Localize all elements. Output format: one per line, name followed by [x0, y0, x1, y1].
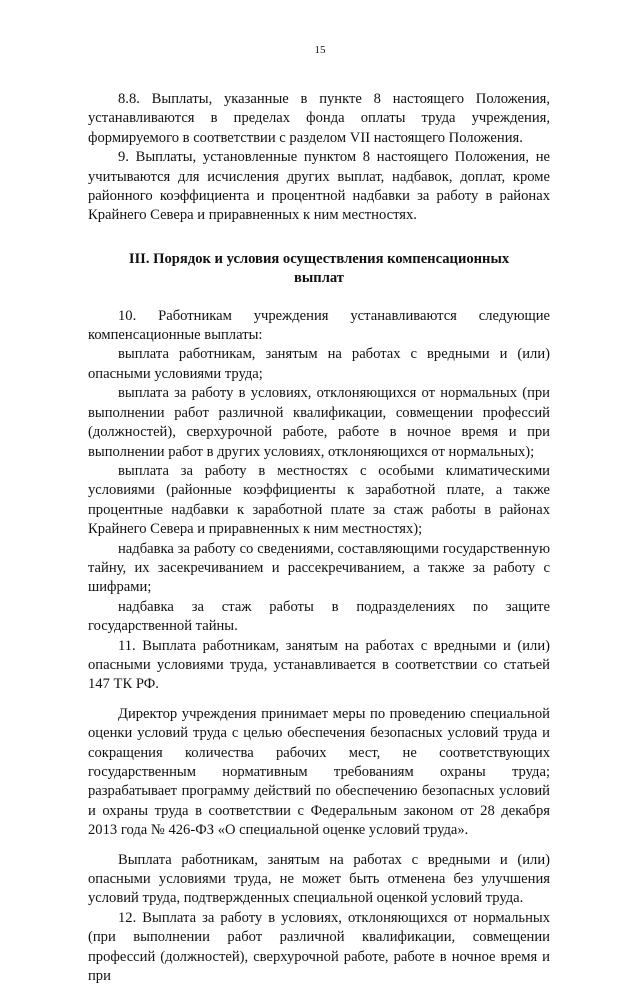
page-number: 15 — [314, 44, 326, 56]
section-heading: III. Порядок и условия осуществления компенсационных выплат — [128, 250, 510, 287]
list-item-climatic-conditions: выплата за работу в местностях с особыми климатическими условиями (районные коэффициенты к заработной плате, а также процентные надбавки к заработной плате за стаж работы в районах Крайнего Севера и приравненных к ним местностях); — [88, 462, 550, 538]
paragraph-12: 12. Выплата за работу в условиях, отклоняющихся от нормальных (при выполнении работ различной квалификации, совмещении профессий (должностей), сверхурочной работе, работе в ночное время и при — [88, 909, 550, 985]
paragraph-11: 11. Выплата работникам, занятым на работах с вредными и (или) опасными условиями труда, устанавливается в соответствии со статьей 147 ТК РФ. — [88, 637, 550, 693]
list-item-state-secret: надбавка за работу со сведениями, составляющими государственную тайну, их засекречиванием и рассекречиванием, а также за работу с шифрами; — [88, 540, 550, 596]
list-item-hazardous-conditions: выплата работникам, занятым на работах с вредными и (или) опасными условиями труда; — [88, 346, 550, 382]
document-body — [88, 90, 550, 986]
paragraph-payment-not-cancelled: Выплата работникам, занятым на работах с вредными и (или) опасными условиями труда, не может быть отменена без улучшения условий труда, подтвержденных специальной оценкой условий труда. — [88, 851, 550, 907]
paragraph-8-8: 8.8. Выплаты, указанные в пункте 8 настоящего Положения, устанавливаются в пределах фонда оплаты труда учреждения, формируемого в соответствии с разделом VII настоящего Положения. — [88, 91, 550, 146]
paragraph-9: 9. Выплаты, установленные пунктом 8 настоящего Положения, не учитываются для исчисления других выплат, надбавок, доплат, кроме районного коэффициента и процентной надбавки за работу в районах Крайнего Севера и приравненных к ним местностях. — [88, 149, 550, 224]
list-item-secret-service-seniority: надбавка за стаж работы в подразделениях по защите государственной тайны. — [88, 598, 550, 635]
paragraph-10: 10. Работникам учреждения устанавливаются следующие компенсационные выплаты: — [88, 307, 550, 344]
list-item-abnormal-conditions: выплата за работу в условиях, отклоняющихся от нормальных (при выполнении работ различной квалификации, совмещении профессий (должностей), сверхурочной работе, работе в ночное время и при выполнении работ в других условиях, отклоняющихся от нормальных); — [88, 385, 550, 460]
paragraph-director-measures: Директор учреждения принимает меры по проведению специальной оценки условий труда с целью обеспечения безопасных условий труда и сокращения количества рабочих мест, не соответствующих государственным нормативным требованиям охраны труда; разрабатывает программу действий по обеспечению безопасных условий и охраны труда в соответствии с Федеральным законом от 28 декабря 2013 года № 426-ФЗ «О специальной оценке условий труда». — [88, 705, 550, 839]
